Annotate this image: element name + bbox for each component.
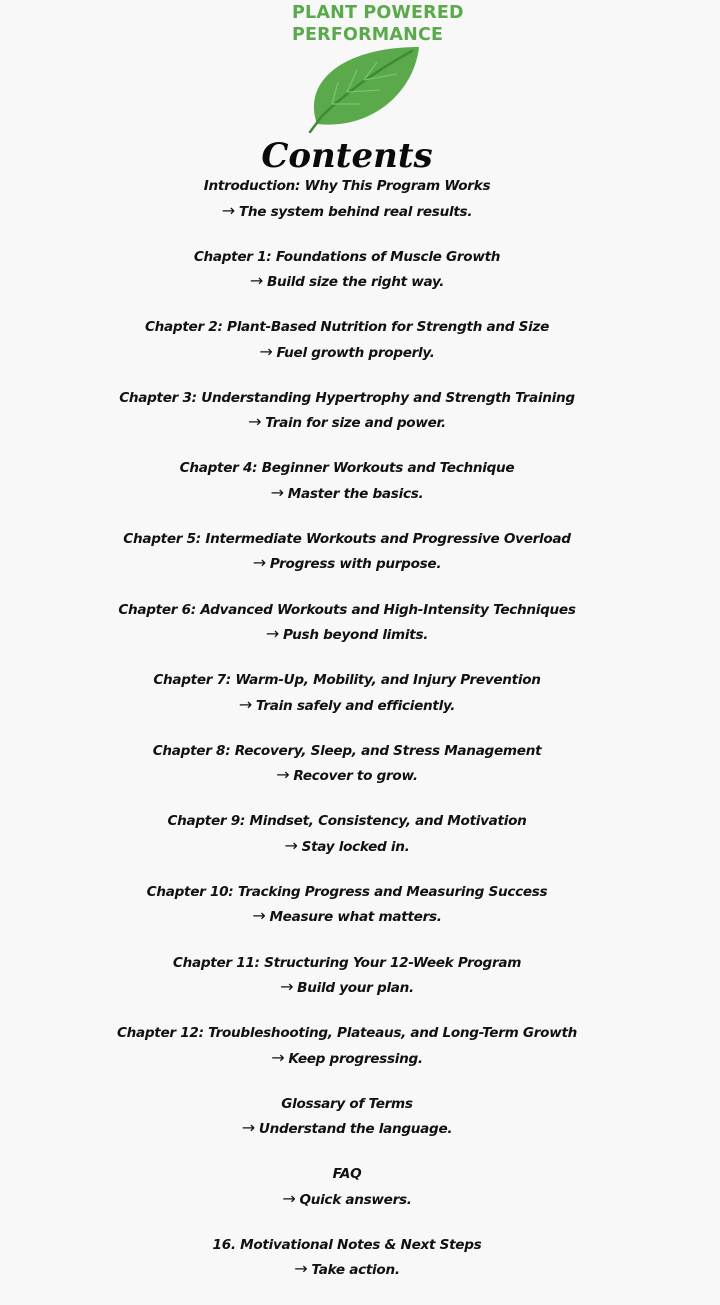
arrow-right-icon: → (259, 341, 273, 361)
toc-entry-tagline (0, 269, 694, 295)
toc-entry-heading: FAQ (332, 1166, 362, 1183)
toc-entry-tagline (0, 1187, 694, 1213)
toc-entry-heading: Chapter 11: Structuring Your 12-Week Program (172, 954, 522, 971)
arrow-right-icon: → (280, 977, 294, 997)
toc-entry-tagline (0, 834, 694, 860)
toc-entry (0, 316, 694, 387)
toc-entry-tagline (0, 481, 694, 507)
toc-entry-tagline (0, 1257, 694, 1283)
toc-entry-tagline-text: Train for size and power. (265, 415, 446, 432)
toc-entry-tagline-text: The system behind real results. (238, 203, 473, 220)
toc-entry (0, 1234, 694, 1305)
toc-entry-heading: Chapter 6: Advanced Workouts and High-Intensity Techniques (118, 601, 576, 618)
toc-entry (0, 1163, 694, 1234)
toc-entry (0, 457, 694, 528)
toc-entry-heading: Chapter 2: Plant-Based Nutrition for Strength and Size (145, 319, 549, 336)
toc-entry (0, 740, 694, 811)
toc-entry-tagline (0, 904, 694, 930)
toc-entry-tagline-text: Take action. (311, 1262, 400, 1279)
toc-entry-tagline-text: Build size the right way. (266, 274, 445, 291)
arrow-right-icon: → (265, 624, 279, 644)
toc-entry-heading: Chapter 12: Troubleshooting, Plateaus, and Long-Term Growth (116, 1025, 578, 1042)
toc-entry-tagline-text: Fuel growth properly. (276, 344, 435, 361)
arrow-right-icon: → (284, 835, 298, 855)
arrow-right-icon: → (252, 906, 266, 926)
toc-entry-heading: Chapter 10: Tracking Progress and Measuring Success (146, 883, 548, 900)
toc-entry-heading: Chapter 8: Recovery, Sleep, and Stress Management (152, 742, 542, 759)
toc-entry-heading: Chapter 9: Mindset, Consistency, and Motivation (167, 813, 527, 830)
toc-entry (0, 669, 694, 740)
toc-entry-tagline-text: Master the basics. (287, 485, 424, 502)
arrow-right-icon: → (282, 1188, 296, 1208)
arrow-right-icon: → (241, 1118, 255, 1138)
toc-entry (0, 881, 694, 952)
toc-entry-tagline (0, 975, 694, 1001)
brand-line-2: PERFORMANCE (292, 25, 444, 45)
toc-entry (0, 952, 694, 1023)
brand-wordmark (292, 2, 464, 46)
arrow-right-icon: → (249, 271, 263, 291)
toc-entry-heading: Introduction: Why This Program Works (203, 178, 491, 194)
toc-entry (0, 246, 694, 317)
arrow-right-icon: → (221, 200, 235, 220)
toc-entry-heading: 16. Motivational Notes & Next Steps (212, 1236, 482, 1253)
toc-entry-tagline (0, 340, 694, 366)
toc-entry-tagline (0, 199, 694, 225)
arrow-right-icon: → (271, 1047, 285, 1067)
arrow-right-icon: → (270, 482, 284, 502)
arrow-right-icon: → (238, 694, 252, 714)
arrow-right-icon: → (248, 412, 262, 432)
toc-entry (0, 528, 694, 599)
leaf-icon (302, 42, 427, 134)
arrow-right-icon: → (276, 765, 290, 785)
page-title: Contents (261, 136, 433, 176)
logo (0, 0, 720, 135)
toc-entry-tagline (0, 763, 694, 789)
toc-entry-tagline (0, 693, 694, 719)
toc-entry-tagline-text: Understand the language. (258, 1121, 453, 1138)
toc-entry (0, 599, 694, 670)
arrow-right-icon: → (252, 553, 266, 573)
arrow-right-icon: → (294, 1259, 308, 1279)
toc-entry-tagline-text: Keep progressing. (288, 1050, 423, 1067)
toc-entry-heading: Chapter 7: Warm-Up, Mobility, and Injury Prevention (153, 672, 541, 689)
toc-entry (0, 1093, 694, 1164)
toc-entry-tagline-text: Quick answers. (299, 1191, 412, 1208)
table-of-contents (0, 175, 694, 1305)
toc-entry-tagline-text: Progress with purpose. (269, 556, 442, 573)
toc-entry-heading: Chapter 5: Intermediate Workouts and Progressive Overload (123, 530, 571, 547)
toc-entry-tagline-text: Recover to grow. (293, 768, 418, 785)
toc-entry-tagline-text: Measure what matters. (269, 909, 442, 926)
toc-entry (0, 387, 694, 458)
toc-entry (0, 175, 694, 246)
toc-entry-heading: Chapter 3: Understanding Hypertrophy and Strength Training (119, 389, 575, 406)
toc-entry (0, 1022, 694, 1093)
toc-entry-tagline-text: Train safely and efficiently. (255, 697, 456, 714)
toc-entry-tagline (0, 551, 694, 577)
toc-entry-tagline (0, 410, 694, 436)
toc-entry-tagline-text: Build your plan. (297, 980, 414, 997)
toc-entry-tagline (0, 1116, 694, 1142)
toc-entry-tagline (0, 1046, 694, 1072)
toc-entry-tagline (0, 622, 694, 648)
toc-entry-tagline-text: Push beyond limits. (282, 627, 429, 644)
toc-entry-heading: Chapter 1: Foundations of Muscle Growth (193, 248, 501, 265)
toc-entry-heading: Glossary of Terms (281, 1095, 413, 1112)
toc-entry-heading: Chapter 4: Beginner Workouts and Technique (179, 460, 515, 477)
toc-entry (0, 810, 694, 881)
toc-entry-tagline-text: Stay locked in. (301, 838, 410, 855)
brand-line-1: PLANT POWERED (292, 3, 464, 23)
